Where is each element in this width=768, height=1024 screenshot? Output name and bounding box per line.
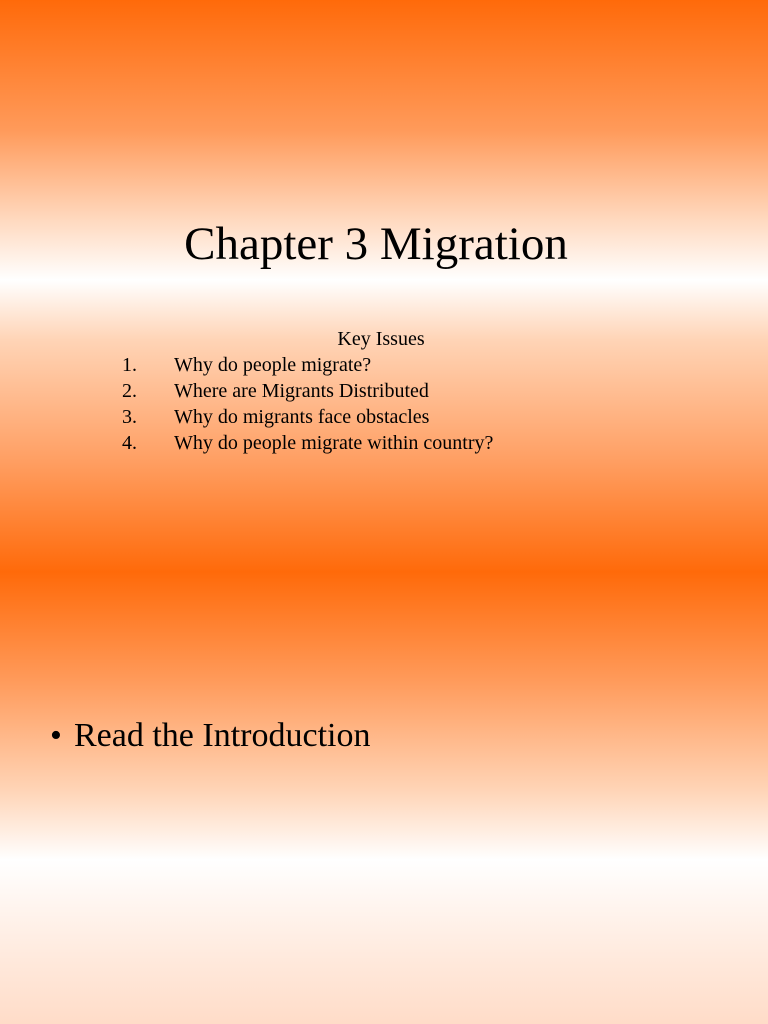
list-item-number: 4. bbox=[122, 432, 137, 454]
slide-2 bbox=[0, 512, 768, 1024]
list-item-number: 1. bbox=[122, 354, 137, 376]
bullet-text: Read the Introduction bbox=[74, 717, 371, 754]
list-item-text: Why do migrants face obstacles bbox=[174, 406, 430, 428]
list-item-text: Why do people migrate? bbox=[174, 354, 372, 376]
bullet-item bbox=[0, 714, 768, 758]
key-issues-list bbox=[0, 352, 768, 456]
list-item bbox=[0, 430, 768, 456]
list-item-text: Why do people migrate within country? bbox=[174, 432, 494, 454]
key-issues-block bbox=[0, 326, 768, 456]
list-item-number: 2. bbox=[122, 380, 137, 402]
list-item bbox=[0, 404, 768, 430]
bullet-icon: • bbox=[50, 717, 62, 754]
slide-title: Chapter 3 Migration bbox=[184, 218, 568, 270]
list-item-number: 3. bbox=[122, 406, 137, 428]
list-item bbox=[0, 352, 768, 378]
list-item-text: Where are Migrants Distributed bbox=[174, 380, 429, 402]
key-issues-heading: Key Issues bbox=[337, 328, 425, 350]
list-item bbox=[0, 378, 768, 404]
